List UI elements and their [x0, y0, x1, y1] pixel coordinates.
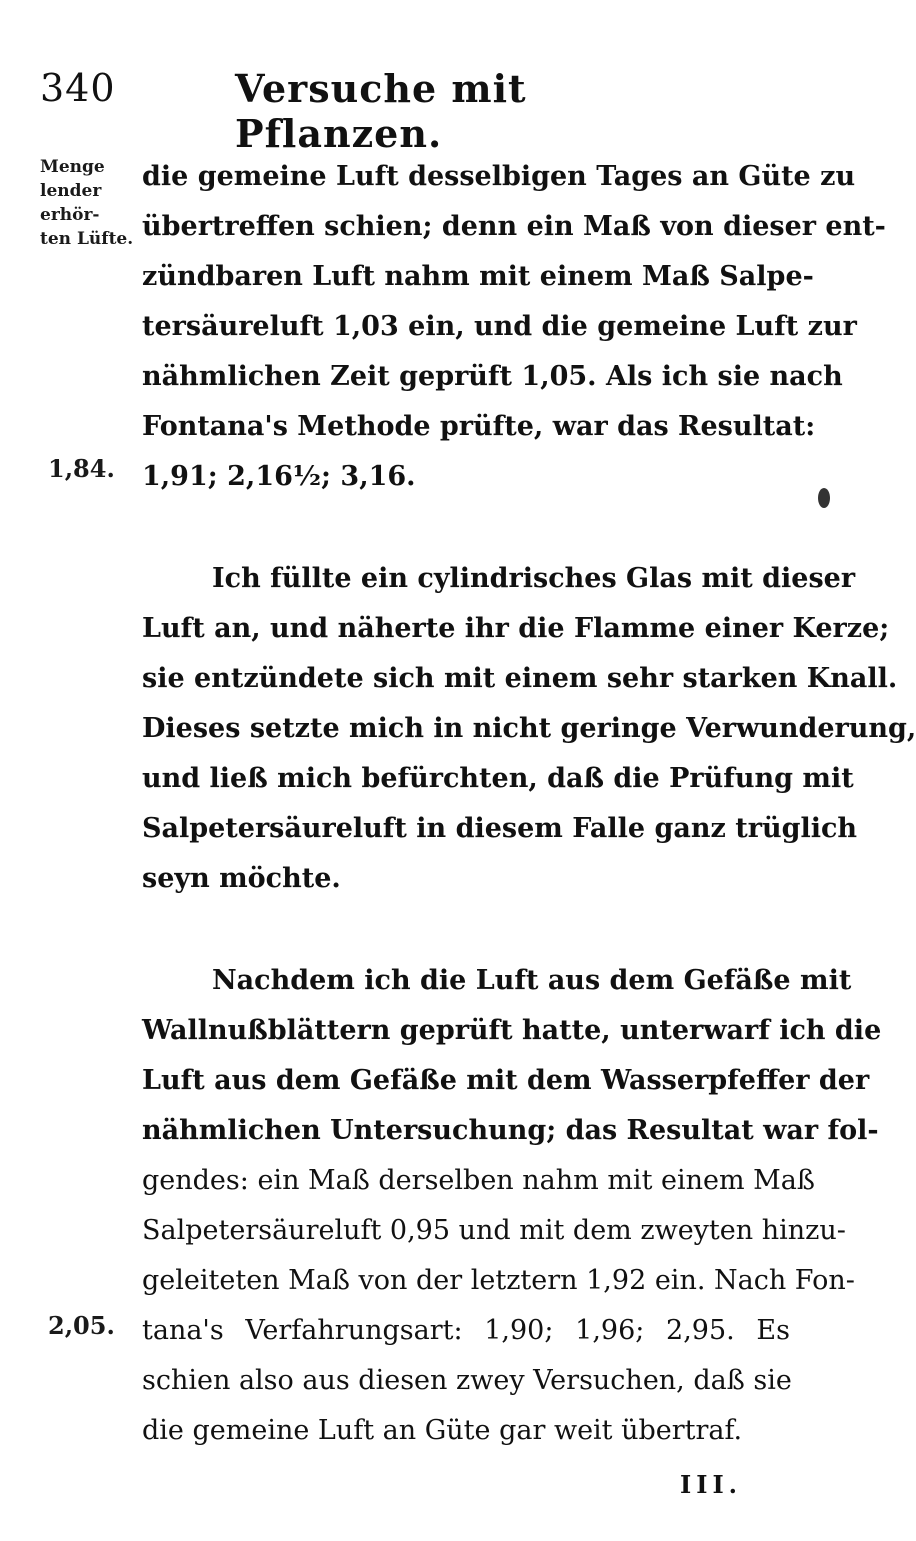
text-line: Salpetersäureluft in diesem Falle ganz trüglich — [142, 813, 858, 844]
text-line: 1,91; 2,16½; 3,16. — [142, 461, 416, 492]
text-line: Wallnußblättern geprüft hatte, unterwarf ich die — [142, 1015, 882, 1046]
margin-note-value-2: 2,05. — [48, 1311, 115, 1340]
text-line: und ließ mich befürchten, daß die Prüfung mit — [142, 763, 854, 794]
text-line: nähmlichen Zeit geprüft 1,05. Als ich sie nach — [142, 361, 843, 392]
margin-note-menge: Menge lender erhör- ten Lüfte. — [40, 157, 134, 249]
page-number: 340 — [40, 66, 116, 110]
text-line: Dieses setzte mich in nicht geringe Verwunderung, — [142, 713, 916, 744]
ink-smudge — [818, 488, 830, 508]
text-line: gendes: ein Maß derselben nahm mit einem Maß — [142, 1165, 815, 1196]
text-line: tersäureluft 1,03 ein, und die gemeine Luft zur — [142, 311, 857, 342]
text-line: zündbaren Luft nahm mit einem Maß Salpe- — [142, 261, 814, 292]
text-line: Ich füllte ein cylindrisches Glas mit dieser — [212, 563, 856, 594]
text-line: Fontana's Methode prüfte, war das Resultat: — [142, 411, 816, 442]
catchword: III. — [680, 1470, 743, 1499]
text-line: die gemeine Luft an Güte gar weit übertraf. — [142, 1415, 743, 1446]
text-line: Salpetersäureluft 0,95 und mit dem zweyten hinzu- — [142, 1215, 846, 1246]
margin-note-value-1: 1,84. — [48, 454, 115, 483]
text-line: tana's Verfahrungsart: 1,90; 1,96; 2,95. Es — [142, 1315, 790, 1346]
text-line: Luft an, und näherte ihr die Flamme einer Kerze; — [142, 613, 890, 644]
text-line: übertreffen schien; denn ein Maß von dieser ent- — [142, 211, 886, 242]
text-line: die gemeine Luft desselbigen Tages an Güte zu — [142, 161, 856, 192]
text-line: schien also aus diesen zwey Versuchen, daß sie — [142, 1365, 792, 1396]
running-title: Versuche mit Pflanzen. — [235, 66, 527, 156]
text-line: seyn möchte. — [142, 863, 341, 894]
page-header — [40, 66, 620, 156]
text-line: geleiteten Maß von der letztern 1,92 ein. Nach Fon- — [142, 1265, 855, 1296]
text-line: Luft aus dem Gefäße mit dem Wasserpfeffer der — [142, 1065, 870, 1096]
text-line: nähmlichen Untersuchung; das Resultat war fol- — [142, 1115, 879, 1146]
text-line: sie entzündete sich mit einem sehr starken Knall. — [142, 663, 898, 694]
text-line: Nachdem ich die Luft aus dem Gefäße mit — [212, 965, 852, 996]
